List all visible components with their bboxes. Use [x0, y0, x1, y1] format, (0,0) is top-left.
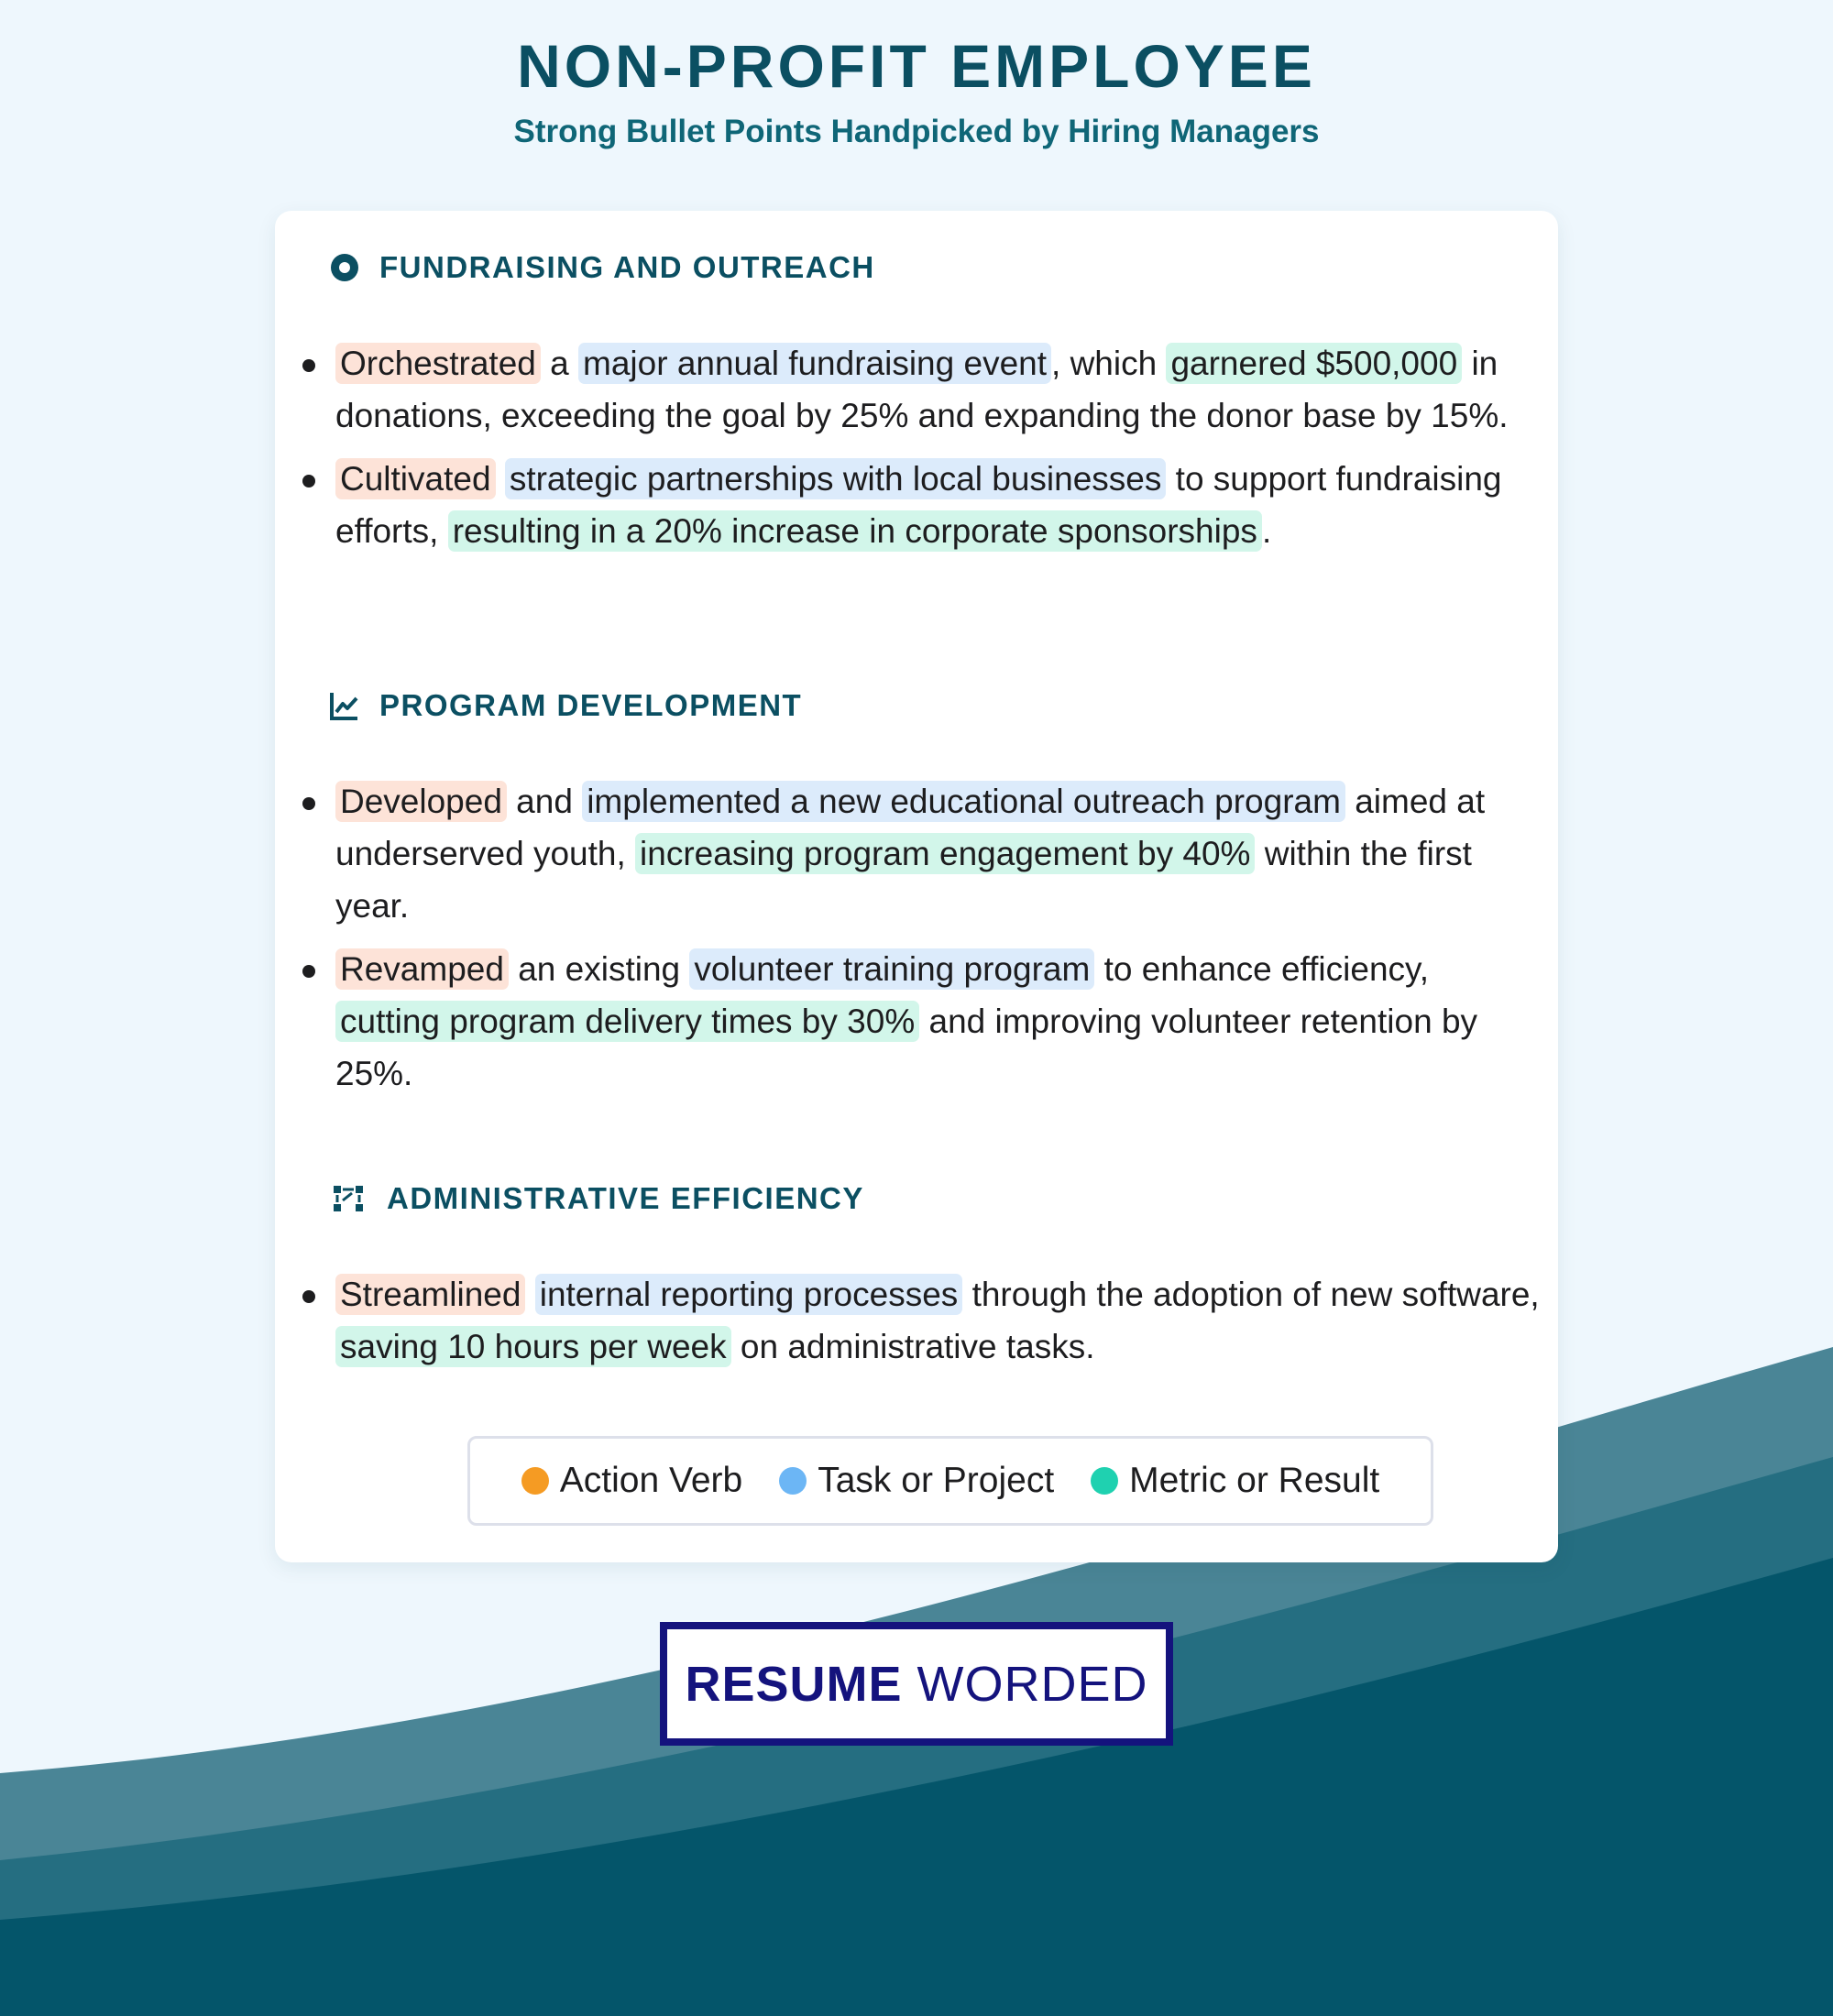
highlight-legend	[467, 1436, 1433, 1526]
bullet-text: in donations, exceeding the goal by 25% and expanding the donor base by 15%.	[335, 345, 1509, 434]
legend-dot-orange	[521, 1467, 549, 1495]
action-verb-highlight: Streamlined	[335, 1274, 525, 1315]
target-icon	[328, 251, 361, 284]
bullet-list	[275, 337, 1558, 568]
resume-worded-logo[interactable]	[660, 1622, 1173, 1746]
legend-task-or-project	[779, 1461, 1054, 1501]
bullet-text: through the adoption of new software,	[962, 1276, 1540, 1313]
bullet-item	[275, 337, 1558, 442]
legend-dot-teal	[1091, 1467, 1118, 1495]
bullet-text: on administrative tasks.	[730, 1328, 1095, 1365]
metric-highlight: saving 10 hours per week	[335, 1326, 731, 1367]
action-verb-highlight: Developed	[335, 781, 507, 822]
task-highlight: strategic partnerships with local businesses	[505, 458, 1167, 499]
bullet-item	[275, 1268, 1558, 1373]
logo-light-text: WORDED	[916, 1656, 1148, 1712]
action-verb-highlight: Cultivated	[335, 458, 496, 499]
bullet-text	[525, 1276, 534, 1313]
bullet-item	[275, 943, 1558, 1100]
bullet-text: and improving volunteer retention by 25%.	[335, 1003, 1478, 1092]
bullet-text: , which	[1051, 345, 1167, 382]
section-title: PROGRAM DEVELOPMENT	[379, 688, 803, 722]
section-heading	[328, 1180, 864, 1217]
task-highlight: internal reporting processes	[535, 1274, 963, 1315]
legend-action-verb	[521, 1461, 742, 1501]
task-highlight: volunteer training program	[689, 948, 1094, 990]
legend-label: Metric or Result	[1129, 1461, 1380, 1500]
logo-strong-text: RESUME	[685, 1656, 903, 1712]
action-verb-highlight: Revamped	[335, 948, 509, 990]
bullet-text: an existing	[508, 950, 690, 988]
bullet-list	[275, 775, 1558, 1111]
bullet-item	[275, 453, 1558, 557]
section-heading	[328, 249, 875, 286]
metric-highlight: garnered $500,000	[1166, 343, 1462, 384]
bullet-text: and	[506, 783, 583, 820]
workflow-icon	[328, 1182, 368, 1215]
metric-highlight: resulting in a 20% increase in corporate sponsorships	[448, 510, 1262, 552]
legend-metric-or-result	[1091, 1461, 1379, 1501]
task-highlight: implemented a new educational outreach program	[582, 781, 1345, 822]
bullet-list	[275, 1268, 1558, 1384]
section-heading	[328, 687, 802, 724]
legend-label: Task or Project	[818, 1461, 1055, 1500]
bullet-item	[275, 775, 1558, 932]
line-chart-icon	[328, 689, 361, 722]
metric-highlight: increasing program engagement by 40%	[635, 833, 1255, 874]
bullet-text: within the first year.	[335, 835, 1472, 925]
bullet-text: .	[1261, 512, 1272, 550]
action-verb-highlight: Orchestrated	[335, 343, 541, 384]
legend-label: Action Verb	[559, 1461, 743, 1500]
page-header	[0, 33, 1833, 150]
section-title: ADMINISTRATIVE EFFICIENCY	[387, 1181, 864, 1215]
bullet-card	[275, 211, 1558, 1562]
legend-dot-blue	[779, 1467, 807, 1495]
bullet-text: to support fundraising efforts,	[335, 460, 1502, 550]
task-highlight: major annual fundraising event	[578, 343, 1051, 384]
bullet-text: aimed at underserved youth,	[335, 783, 1486, 872]
page-title: NON-PROFIT EMPLOYEE	[517, 32, 1316, 100]
section-title: FUNDRAISING AND OUTREACH	[379, 250, 875, 284]
metric-highlight: cutting program delivery times by 30%	[335, 1001, 919, 1042]
page-subtitle: Strong Bullet Points Handpicked by Hiring Managers	[513, 114, 1320, 149]
bullet-text	[496, 460, 505, 498]
bullet-text: a	[540, 345, 579, 382]
bullet-text: to enhance efficiency,	[1094, 950, 1430, 988]
